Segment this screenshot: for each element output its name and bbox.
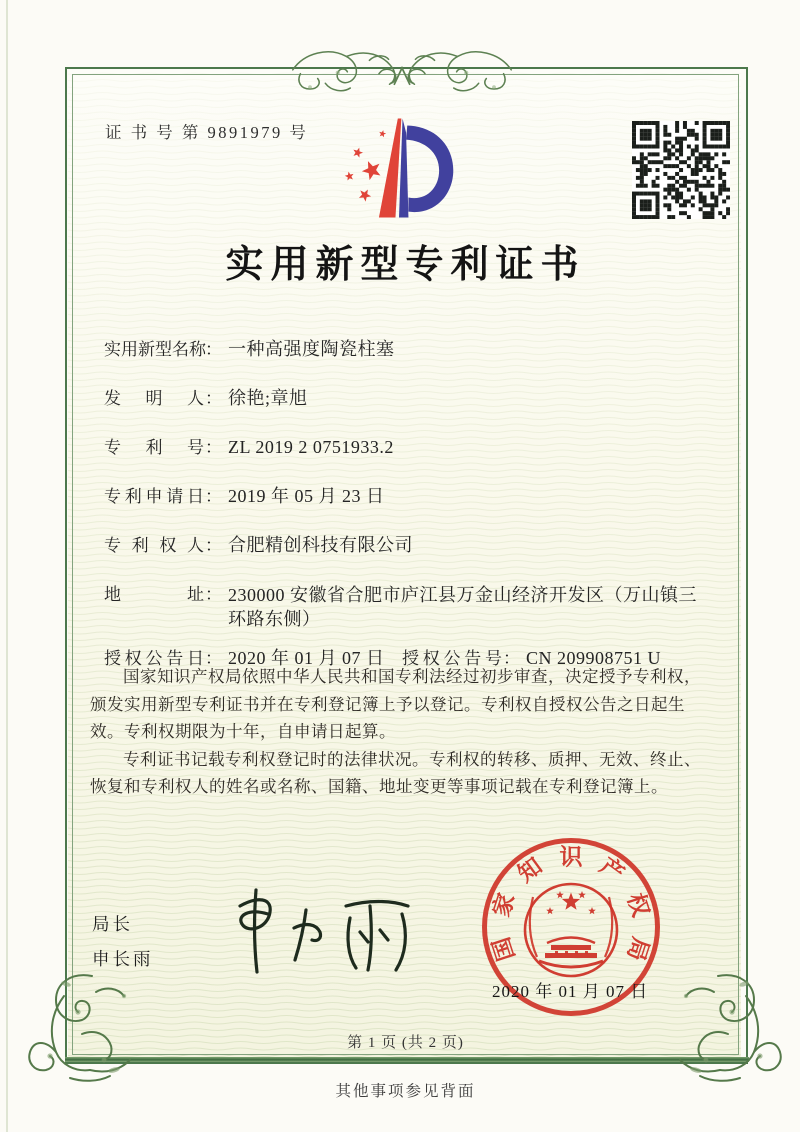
- field-label-address: 地址: [104, 585, 204, 604]
- field-value-type-name: 一种高强度陶瓷柱塞: [228, 339, 395, 359]
- field-label-grant-no: 授权公告号: [402, 649, 502, 668]
- field-label-grant-date: 授权公告日: [104, 649, 204, 668]
- commissioner-name: 申长雨: [92, 949, 154, 969]
- field-list: [104, 338, 730, 696]
- signature-shen-changyu-icon: [210, 876, 428, 978]
- field-label-inventor: 发明人: [104, 389, 204, 408]
- seal-text-char: 权: [622, 890, 654, 921]
- field-value-grant-date: 2020 年 01 月 07 日: [228, 648, 385, 668]
- page-edge-line: [6, 0, 8, 1132]
- corner-flourish-left-icon: [26, 970, 138, 1086]
- qr-code: [632, 121, 730, 219]
- field-label-patentee: 专利权人: [104, 536, 204, 555]
- field-colon: ：: [205, 487, 222, 506]
- field-value-address: 230000 安徽省合肥市庐江县万金山经济开发区（万山镇三环路东侧）: [228, 585, 697, 629]
- legal-text: [90, 663, 712, 801]
- field-colon: ：: [205, 389, 222, 408]
- field-row-inventor: [104, 387, 730, 410]
- seal-text-char: 家: [488, 890, 520, 921]
- field-value-patentee: 合肥精创科技有限公司: [228, 535, 413, 555]
- field-row-filing-date: [104, 485, 730, 508]
- seal-date: 2020 年 01 月 07 日: [492, 982, 649, 1001]
- field-row-patent-no: [104, 436, 730, 459]
- legal-paragraph-1: 国家知识产权局依照中华人民共和国专利法经过初步审查，决定授予专利权，颁发实用新型专利证书并在专利登记簿上予以登记。专利权自授权公告之日起生效。专利权期限为十年，自申请日起算。: [90, 667, 701, 741]
- field-colon: ：: [503, 649, 520, 668]
- commissioner-title: 局长: [92, 914, 133, 934]
- seal-text-char: 国: [488, 933, 520, 964]
- field-label-patent-no: 专利号: [104, 438, 204, 457]
- certificate-title: 实用新型专利证书: [225, 244, 586, 286]
- field-colon: ：: [205, 649, 222, 668]
- field-label-filing-date: 专利申请日: [104, 487, 204, 506]
- field-label-type-name: 实用新型名称: [104, 340, 206, 359]
- field-row-address: [104, 583, 730, 631]
- seal-text-char: 识: [559, 844, 583, 870]
- corner-flourish-right-icon: [672, 970, 784, 1086]
- legal-paragraph-2: 专利证书记载专利权登记时的法律状况。专利权的转移、质押、无效、终止、恢复和专利权人的姓名或名称、国籍、地址变更等事项记载在专利登记簿上。: [90, 749, 701, 796]
- cnipa-logo-icon: [340, 109, 458, 227]
- field-value-filing-date: 2019 年 05 月 23 日: [228, 486, 385, 506]
- field-value-inventor: 徐艳;章旭: [228, 388, 308, 408]
- certificate-border-bottom-band: [65, 1057, 749, 1062]
- back-side-note: 其他事项参见背面: [335, 1083, 476, 1100]
- field-colon: ：: [205, 340, 222, 359]
- field-colon: ：: [205, 438, 222, 457]
- field-value-patent-no: ZL 2019 2 0751933.2: [228, 437, 394, 457]
- seal-text-char: 产: [595, 853, 629, 888]
- page-number: 第 1 页 (共 2 页): [347, 1035, 464, 1051]
- field-colon: ：: [205, 585, 222, 604]
- certificate-number: 证 书 号 第 9891979 号: [105, 123, 309, 142]
- top-dragon-ornament-icon: [287, 40, 517, 94]
- field-value-grant-no: CN 209908751 U: [526, 648, 662, 668]
- field-colon: ：: [205, 536, 222, 555]
- field-row-type-name: [104, 338, 730, 361]
- seal-text-char: 局: [622, 933, 654, 964]
- seal-text-char: 知: [513, 853, 547, 888]
- field-row-patentee: [104, 534, 730, 557]
